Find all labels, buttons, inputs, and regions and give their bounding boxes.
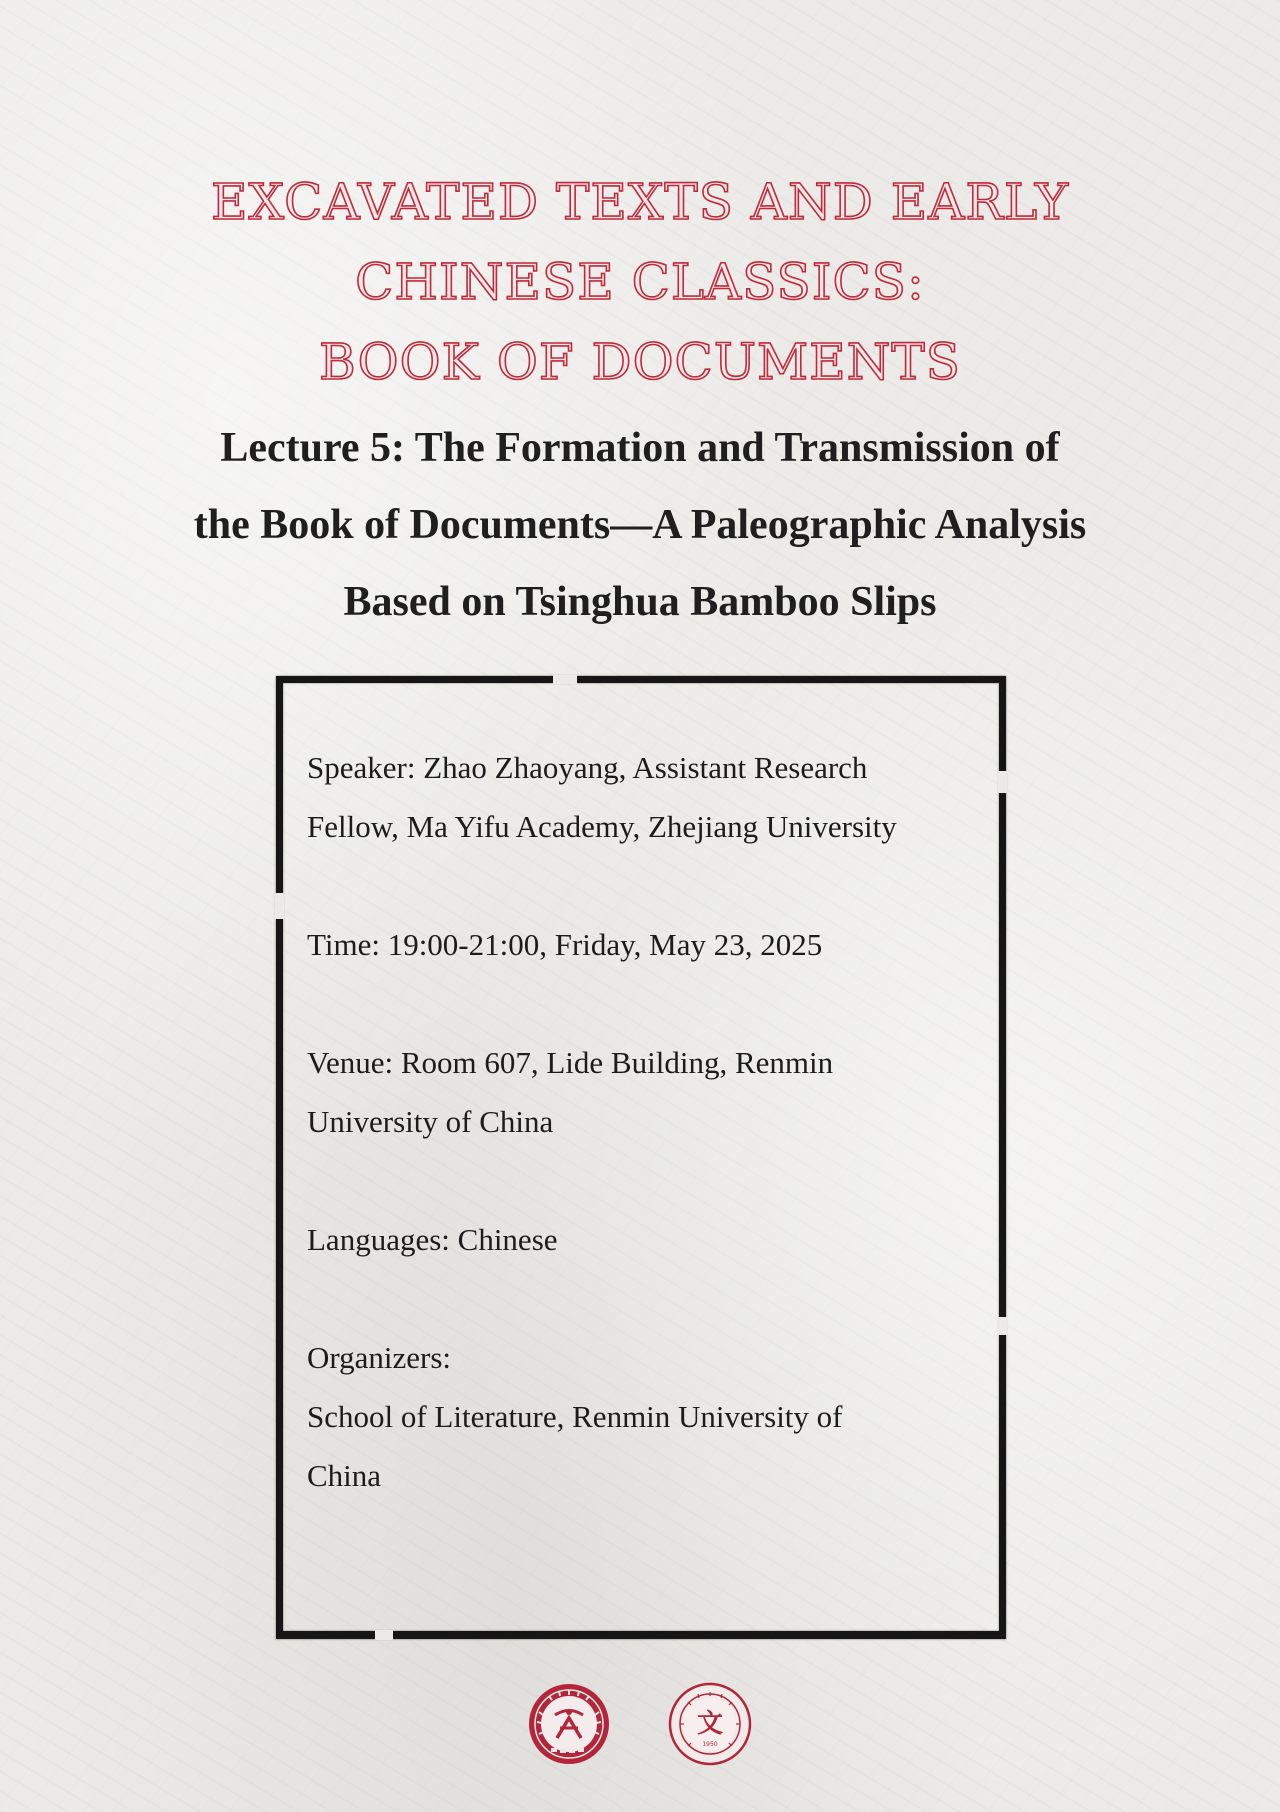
speaker-line-2: Fellow, Ma Yifu Academy, Zhejiang University [307,809,897,844]
title-line-3: BOOK OF DOCUMENTS [319,333,961,391]
frame-gap [275,893,284,919]
logo-row [0,1682,1280,1766]
seal-character: 文 [696,1709,724,1739]
languages-info [307,1210,987,1269]
speaker-line-1: Speaker: Zhao Zhaoyang, Assistant Research [307,750,868,785]
frame-gap [375,1630,393,1640]
time-line: Time: 19:00-21:00, Friday, May 23, 2025 [307,927,823,962]
event-details [307,738,987,1564]
organizers-label: Organizers: [307,1340,452,1375]
organizers-line-1: School of Literature, Renmin University of [307,1399,843,1434]
frame-gap [998,771,1007,793]
time-info [307,915,987,974]
languages-line: Languages: Chinese [307,1222,558,1257]
venue-info [307,1033,987,1151]
seal-year: 1950 [702,1741,718,1748]
poster-title [0,162,1280,402]
organizers-info [307,1328,987,1505]
frame-gap [998,1317,1007,1335]
lecture-line-1: Lecture 5: The Formation and Transmission of [220,425,1060,471]
speaker-info [307,738,987,856]
school-of-literature-seal-icon [668,1682,752,1766]
organizers-line-2: China [307,1458,382,1493]
lecture-line-3: Based on Tsinghua Bamboo Slips [343,579,937,625]
lecture-subtitle [0,410,1280,641]
lecture-line-2: the Book of Documents—A Paleographic Analysis [193,502,1087,548]
title-line-2: CHINESE CLASSICS: [355,253,925,311]
university-seal-icon [527,1682,611,1766]
venue-line-2: University of China [307,1104,554,1139]
venue-line-1: Venue: Room 607, Lide Building, Renmin [307,1045,834,1080]
frame-gap [553,675,577,684]
title-line-1: EXCAVATED TEXTS AND EARLY [210,173,1070,231]
